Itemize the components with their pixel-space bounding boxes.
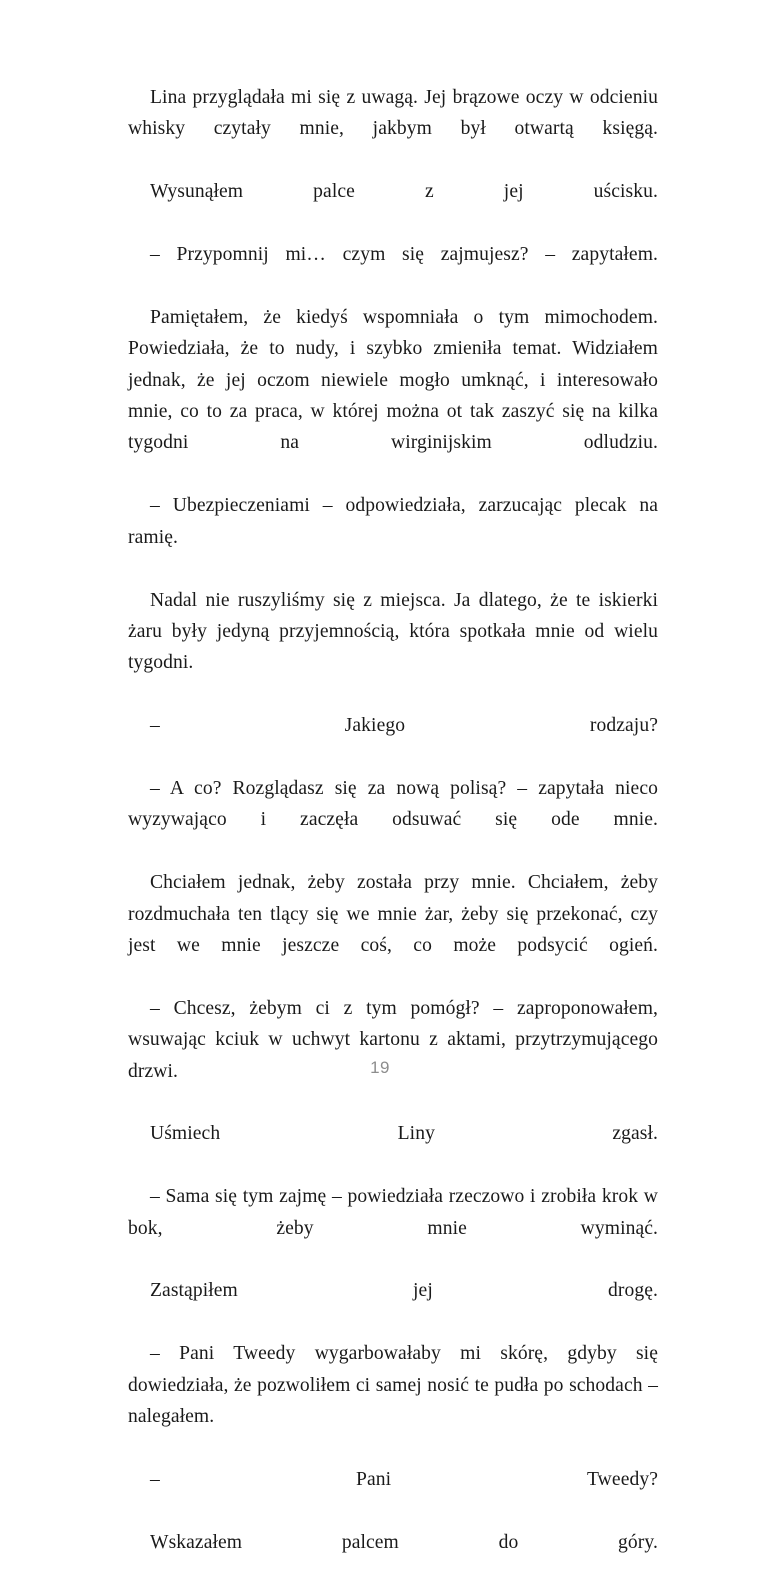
paragraph: – Jakiego rodzaju?: [150, 715, 658, 737]
paragraph: Lina przyglądała mi się z uwagą. Jej brązowe oczy w odcieniu whisky czytały mnie, jakbym był otwartą księgą.: [128, 87, 658, 140]
paragraph: Nadal nie ruszyliśmy się z miejsca. Ja dlatego, że te iskierki żaru były jedyną przyjemnością, która spotkała mnie od wielu tygodni.: [128, 589, 658, 674]
paragraph: Wskazałem palcem do góry.: [150, 1531, 658, 1553]
paragraph: Chciałem jednak, żeby została przy mnie. Chciałem, żeby rozdmuchała ten tlący się we mnie żar, żeby się przekonać, czy jest we mnie jeszcze coś, co może podsycić ogień.: [128, 872, 658, 956]
paragraph: – Przypomnij mi… czym się zajmujesz? – zapytałem.: [150, 244, 658, 266]
paragraph: – A co? Rozglądasz się za nową polisą? – zapytała nieco wyzywająco i zaczęła odsuwać się ode mnie.: [128, 777, 658, 831]
paragraph: – Pani Tweedy?: [150, 1468, 658, 1490]
paragraph: Wysunąłem palce z jej uścisku.: [150, 181, 658, 203]
paragraph: Pamiętałem, że kiedyś wspomniała o tym mimochodem. Powiedziała, że to nudy, i szybko zmieniła temat. Widziałem jednak, że jej oczom niewiele mogło umknąć, i interesowało mnie, co to za praca, w której można ot tak zaszyć się na kilka tygodni na wirginijskim odludziu.: [128, 306, 658, 454]
paragraph: Zastąpiłem jej drogę.: [150, 1280, 658, 1302]
page-number: 19: [370, 1058, 390, 1077]
paragraph: Uśmiech Liny zgasł.: [150, 1123, 658, 1145]
paragraph: – Pani Tweedy wygarbowałaby mi skórę, gdyby się dowiedziała, że pozwoliłem ci samej nosić te pudła po schodach – nalegałem.: [128, 1343, 658, 1428]
page-body-text: [128, 82, 658, 1590]
paragraph: – Chcesz, żebym ci z tym pomógł? – zaproponowałem, wsuwając kciuk w uchwyt kartonu z aktami, przytrzymującego drzwi.: [128, 997, 658, 1082]
paragraph: – Ubezpieczeniami – odpowiedziała, zarzucając plecak na ramię.: [128, 495, 658, 548]
paragraph: – Sama się tym zajmę – powiedziała rzeczowo i zrobiła krok w bok, żeby mnie wyminąć.: [128, 1186, 658, 1239]
